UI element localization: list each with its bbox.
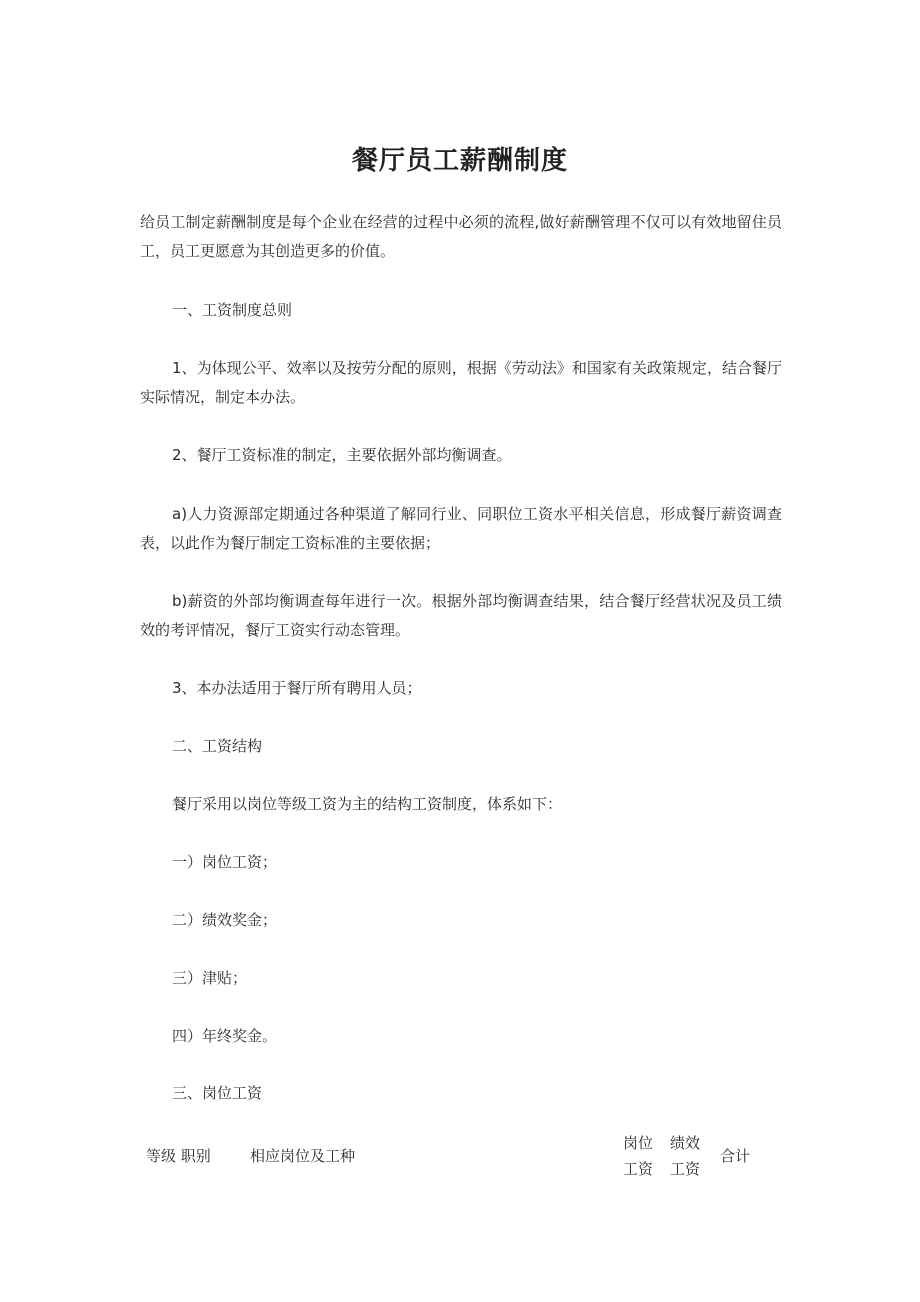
header-post-wage: 岗位工资: [623, 1134, 654, 1178]
header-related-posts: 相应岗位及工种: [250, 1147, 356, 1165]
header-total: 合计: [720, 1147, 751, 1165]
section-heading-post-wage: 三、岗位工资: [172, 1084, 263, 1102]
structure-intro-paragraph: 餐厅采用以岗位等级工资为主的结构工资制度，体系如下：: [172, 795, 563, 813]
clause-2-paragraph: 2、餐厅工资标准的制定，主要依据外部均衡调查。: [172, 446, 512, 464]
clause-2b-paragraph: b)薪资的外部均衡调查每年进行一次。根据外部均衡调查结果，结合餐厅经营状况及员工绩效的考评情况，餐厅工资实行动态管理。: [140, 592, 782, 639]
structure-item-allowance: 三）津贴；: [172, 969, 248, 987]
structure-item-post-wage: 一）岗位工资；: [172, 853, 278, 871]
clause-2a-paragraph: a)人力资源部定期通过各种渠道了解同行业、同职位工资水平相关信息，形成餐厅薪资调查表，以此作为餐厅制定工资标准的主要依据；: [140, 505, 782, 552]
wage-table-header: [140, 1130, 782, 1182]
structure-item-performance-bonus: 二）绩效奖金；: [172, 911, 278, 929]
clause-3-paragraph: 3、本办法适用于餐厅所有聘用人员；: [172, 679, 422, 697]
document-title: 餐厅员工薪酬制度: [351, 146, 568, 176]
structure-item-year-end-bonus: 四）年终奖金。: [172, 1027, 278, 1045]
header-grade-role: 等级 职别: [146, 1147, 211, 1165]
section-heading-general: 一、工资制度总则: [172, 301, 293, 319]
clause-1-paragraph: 1、为体现公平、效率以及按劳分配的原则，根据《劳动法》和国家有关政策规定，结合餐厅实际情况，制定本办法。: [140, 359, 782, 406]
section-heading-structure: 二、工资结构: [172, 737, 263, 755]
header-performance-wage: 绩效工资: [670, 1134, 701, 1178]
intro-paragraph: 给员工制定薪酬制度是每个企业在经营的过程中必须的流程,做好薪酬管理不仅可以有效地留住员工，员工更愿意为其创造更多的价值。: [140, 213, 782, 260]
